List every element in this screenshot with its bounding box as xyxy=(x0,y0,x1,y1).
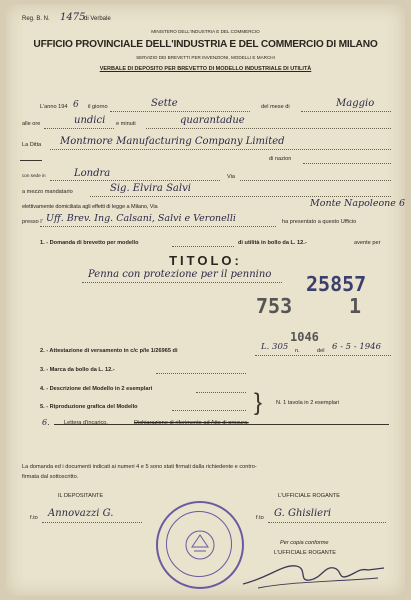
via-line xyxy=(240,180,391,181)
item2-del: del xyxy=(317,348,325,354)
fto-label-1: f.to xyxy=(30,515,38,521)
copia-label: Per copia conforme xyxy=(280,540,329,546)
item2-label: 2. - Attestazione di versamento in c/c p/le 1/26965 di xyxy=(40,348,178,354)
domanda-label: 1. - Domanda di brevetto per modello xyxy=(40,240,139,246)
depositante-signature: Annovazzi G. xyxy=(48,508,114,519)
official-seal xyxy=(156,501,244,589)
document-subtitle: VERBALE DI DEPOSITO PER BREVETTO DI MODELLO INDUSTRIALE DI UTILITÀ xyxy=(99,66,312,72)
reg-prefix: Reg. B. N. xyxy=(22,16,50,22)
ministry-line: MINISTERO DELL'INDUSTRIA E DEL COMMERCIO xyxy=(151,29,260,34)
document-page xyxy=(6,4,405,596)
item5-line xyxy=(172,410,246,411)
giorno-label: il giorno xyxy=(88,104,108,110)
sede-value: Londra xyxy=(74,168,111,179)
reg-number: 1475 xyxy=(60,12,86,23)
presso-line xyxy=(40,226,276,227)
rogante-signature: G. Ghislieri xyxy=(274,508,332,519)
closing-line-2: firmata dal sottoscritto. xyxy=(22,474,79,480)
reg-suffix: di Verbale xyxy=(84,16,111,22)
application-number-stamp: 25857 xyxy=(306,272,367,296)
domicilio-value: Monte Napoleone 6 xyxy=(310,198,405,209)
item3-label: 3. - Marca da bollo da L. 12.- xyxy=(40,367,115,373)
item6-number: 6. xyxy=(42,418,50,427)
strike-mark xyxy=(20,160,42,161)
fto-label-2: f.to xyxy=(256,515,264,521)
item2-line xyxy=(255,355,391,356)
minuti-value: quarantadue xyxy=(180,115,245,126)
office-title: UFFICIO PROVINCIALE DELL'INDUSTRIA E DEL COMMERCIO DI MILANO xyxy=(33,39,378,50)
domanda-line xyxy=(172,246,234,247)
item2-date: 6 - 5 - 1946 xyxy=(332,342,381,352)
item2-number-stamp: 1046 xyxy=(290,330,319,344)
item4-label: 4. - Descrizione del Modello in 2 esemplari xyxy=(40,386,153,392)
rogante-label: L'UFFICIALE ROGANTE xyxy=(278,493,340,499)
minuti-line xyxy=(146,128,391,129)
presentato-label: ha presentato a questo Ufficio xyxy=(282,219,357,225)
handwritten-signature xyxy=(238,556,388,590)
closing-line-1: La domanda ed i documenti indicati ai numeri 4 e 5 sono stati firmati dalla richiedente e contro- xyxy=(22,464,257,470)
rogante-label-2: L'UFFICIALE ROGANTE xyxy=(274,550,336,556)
anno-digit: 6 xyxy=(73,100,79,110)
item6-label: Lettera d'incarico. xyxy=(64,420,108,426)
nazion-line xyxy=(303,163,391,164)
item2-n: n. xyxy=(295,348,300,354)
mese-label: del mese di xyxy=(261,104,290,110)
mandatario-line xyxy=(90,196,391,197)
presso-label: presso l' xyxy=(22,219,43,225)
registry-number-suffix: 1 xyxy=(349,294,362,318)
registry-number-stamp: 753 xyxy=(256,294,293,318)
sede-line xyxy=(50,180,220,181)
ore-value: undici xyxy=(74,115,106,126)
domanda-end: avente per xyxy=(354,240,381,246)
titolo-label: TITOLO: xyxy=(169,253,242,268)
titolo-line xyxy=(82,282,282,283)
domicilio-label: elettivamente domiciliata agli effetti di legge a Milano, Via xyxy=(22,204,158,210)
item4-line xyxy=(196,392,246,393)
service-line: SERVIZIO DEI BREVETTI PER INVENZIONI, MODELLI E MARCHI xyxy=(136,55,275,60)
rogante-line xyxy=(268,522,386,523)
giorno-value: Sette xyxy=(151,98,178,109)
ditta-line xyxy=(50,149,391,150)
ditta-label: La Ditta xyxy=(22,142,42,148)
mese-line xyxy=(301,111,391,112)
depositante-line xyxy=(42,522,142,523)
bracket-mark: } xyxy=(254,389,263,416)
item2-amount: L. 305 xyxy=(261,342,289,352)
ore-label: alle ore xyxy=(22,121,41,127)
titolo-value: Penna con protezione per il pennino xyxy=(88,269,272,280)
ore-line xyxy=(44,128,114,129)
giorno-line xyxy=(110,111,250,112)
item6-strike: Dichiarazione di riferimento ad Atto di procura. xyxy=(134,420,249,426)
item6-strike-line xyxy=(54,424,389,425)
mandatario-label: a mezzo mandatario xyxy=(22,189,73,195)
mandatario-value: Sig. Elvira Salvi xyxy=(110,183,191,194)
presso-value: Uff. Brev. Ing. Calsani, Salvi e Veronelli xyxy=(46,213,236,224)
sede-label: con sede in xyxy=(22,173,46,178)
minuti-label: e minuti xyxy=(116,121,136,127)
item5-right: N. 1 tavola in 2 esemplari xyxy=(276,400,340,406)
anno-label: L'anno 194 xyxy=(40,104,68,110)
item3-line xyxy=(156,373,246,374)
depositante-label: IL DEPOSITANTE xyxy=(58,493,104,499)
ditta-value: Montmore Manufacturing Company Limited xyxy=(60,136,285,147)
mese-value: Maggio xyxy=(336,98,375,109)
seal-emblem-icon xyxy=(158,503,242,587)
item5-label: 5. - Riproduzione grafica del Modello xyxy=(40,404,138,410)
via-label: Via xyxy=(227,174,235,180)
domanda-mid: di utilità in bollo da L. 12.- xyxy=(238,240,307,246)
nazion-label: di nazion xyxy=(269,156,292,162)
